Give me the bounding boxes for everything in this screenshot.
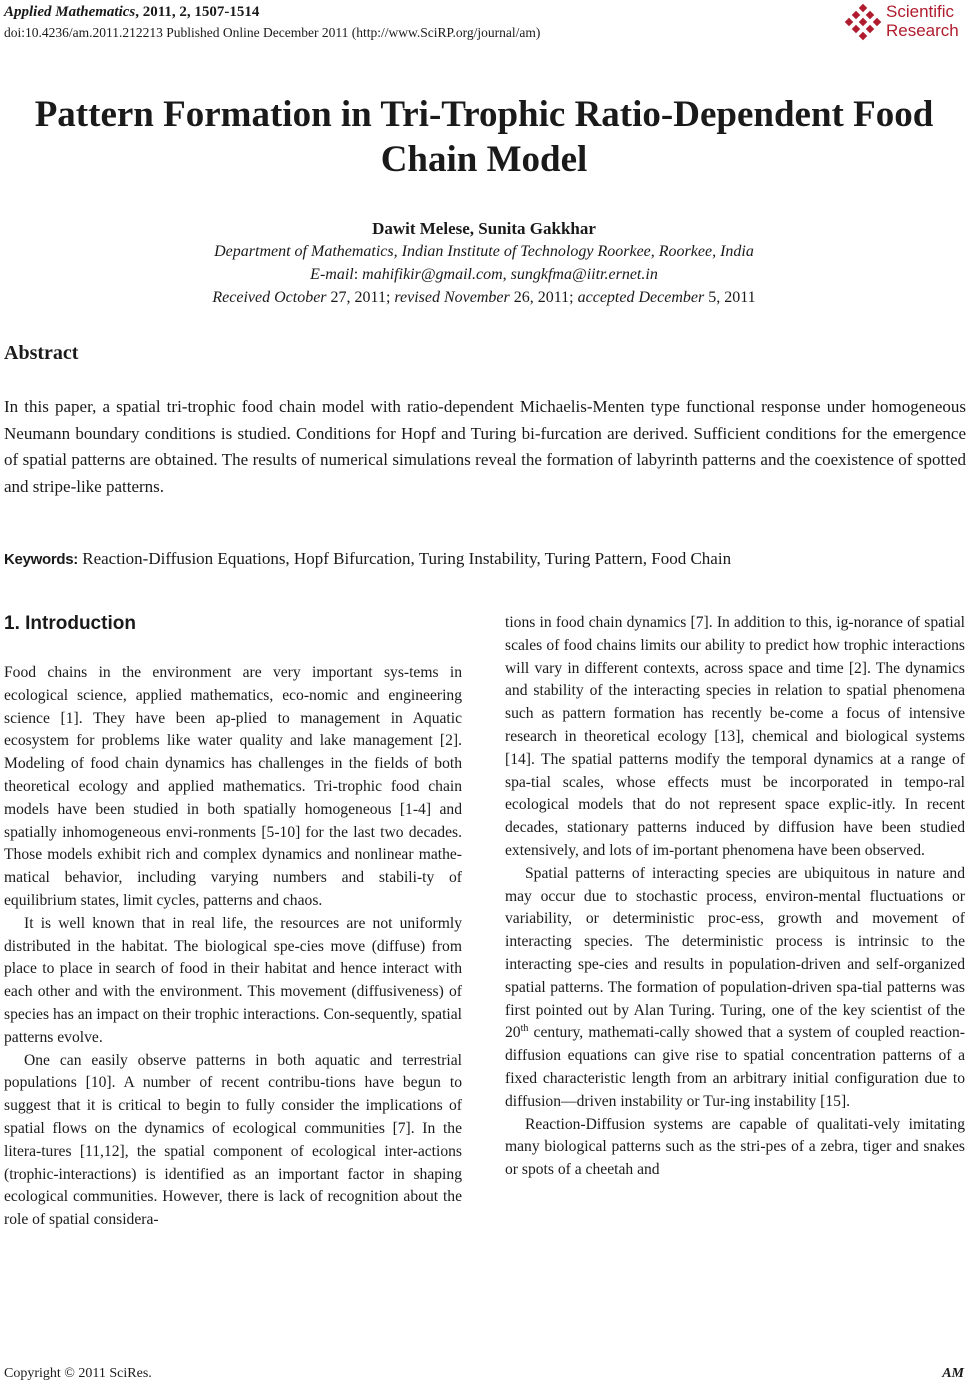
doi-line[interactable]: doi:10.4236/am.2011.212213 Published Online December 2011 (http://www.SciRP.org/journal/am) [4, 25, 541, 40]
email-address-2[interactable]: sungkfma@iitr.ernet.in [510, 266, 658, 283]
email-sep: , [502, 266, 511, 283]
email-address-1[interactable]: mahifikir@gmail.com [362, 266, 503, 283]
email-sep: : [353, 266, 363, 283]
journal-abbreviation: AM [942, 1366, 964, 1381]
affiliation-department: Department of Mathematics [214, 243, 394, 260]
logo-line-1: Scientific [886, 2, 955, 21]
abstract-heading: Abstract [4, 342, 79, 364]
accepted-date: 5, 2011 [704, 289, 756, 306]
journal-citation [4, 2, 259, 22]
keywords-label: Keywords: [4, 551, 78, 568]
intro-paragraph: One can easily observe patterns in both aquatic and terrestrial populations [10]. A number of recent contribu-tions have begun to suggest that it is critical to begin to fully consider the implications of spatial flows on the dynamics of ecological communities [7]. In the litera-tures [11,12], the spatial component of ecological inter-actions (trophic-interactions) is identified as an important factor in shaping ecological communities. However, there is lack of recognition about the role of spatial considera- [4, 1051, 462, 1229]
publisher-logo-text [886, 2, 959, 40]
intro-paragraph: tions in food chain dynamics [7]. In addition to this, ig-norance of spatial scales of food chains limits our ability to predict how trophic interactions will vary in different contexts, across space and time [2]. The dynamics and stability of the interacting species in relation to spatial phenomena such as pattern formation has recently be-come a focus of intensive research in theoretical ecology [13], chemical and biological systems [14]. The spatial patterns modify the temporal dynamics at a range of spa-tial scales, whose effects must be incorporated in tempo-ral ecological models that do not represent space explic-itly. In recent decades, stationary patterns induced by diffusion have been studied extensively, and lots of im-portant phenomena have been observed. [505, 614, 965, 859]
affiliation [0, 241, 968, 263]
email-line [0, 264, 968, 286]
logo-line-2: Research [886, 21, 959, 40]
journal-name: Applied Mathematics [4, 4, 136, 20]
received-dates [0, 287, 968, 309]
email-label: E-mail [310, 266, 354, 283]
affiliation-city: Roorkee [658, 243, 713, 260]
intro-paragraph: It is well known that in real life, the resources are not uniformly distributed in the habitat. The biological spe-cies move (diffuse) from place to place in search of food in their habitat and hence interact with each other and with the environment. This movement (diffusiveness) of species has an impact on their trophic interactions. Con-sequently, spatial patterns evolve. [4, 914, 462, 1046]
abstract-body: In this paper, a spatial tri-trophic food chain model with ratio-dependent Michaelis-Menten type functional response under homogeneous Neumann boundary conditions is studied. Conditions for Hopf and Turing bi-furcation are derived. Sufficient conditions for the emergence of spatial patterns are obtained. The results of numerical simulations reveal the formation of labyrinth patterns and the coexistence of spotted and stripe-like patterns. [4, 397, 966, 496]
scientific-research-logo-icon [844, 4, 882, 42]
turing-text-before: Spatial patterns of interacting species are ubiquitous in nature and may occur due to stochastic process, environ-mental fluctuations or variability, or deterministic proc-ess, growth and movement of interacting species. The deterministic process is intrinsic to the interacting spe-cies and results in population-driven and self-organized spatial patterns. The formation of population-driven spa-tial patterns was first pointed out by Alan Turing. Turing, one of the key scientist of the 20 [505, 864, 965, 1042]
accepted-label: accepted December [577, 289, 705, 306]
page-header [4, 2, 964, 46]
keywords-text: Reaction-Diffusion Equations, Hopf Bifurcation, Turing Instability, Turing Pattern, Food Chain [78, 549, 732, 568]
intro-paragraph: Food chains in the environment are very important sys-tems in ecological science, applied mathematics, eco-nomic and engineering science [1]. They have been ap-plied to management in Aquatic ecosystem for problems like water quality and lake management [2]. Modeling of food chain dynamics has challenges in the fields of both theoretical ecology and applied mathematics. Tri-trophic food chain models have been studied in both spatially homogeneous [1-4] and spatially inhomogeneous envi-ronments [5-10] for the last two decades. Those models exhibit rich and complex dynamics and nonlinear mathe-matical behavior, including varying numbers and stabili-ty of equilibrium states, limit cycles, patterns and chaos. [4, 664, 462, 909]
publisher-logo [844, 2, 962, 44]
revised-label: revised November [394, 289, 510, 306]
keywords [4, 547, 966, 572]
received-date: 27, 2011; [326, 289, 395, 306]
affiliation-country: India [720, 243, 754, 260]
page-footer [4, 1364, 964, 1386]
intro-paragraph [505, 863, 965, 1114]
superscript-th: th [520, 1023, 529, 1035]
journal-volume: , 2011, 2, 1507-1514 [135, 4, 260, 20]
left-column [4, 612, 462, 1232]
affiliation-institute: Indian Institute of Technology Roorkee [401, 243, 651, 260]
intro-paragraph: Reaction-Diffusion systems are capable of qualitati-vely imitating many biological patterns such as the stri-pes of a zebra, tiger and snakes or spots of a cheetah and [505, 1115, 965, 1179]
received-label: Received October [212, 289, 327, 306]
revised-date: 26, 2011; [509, 289, 578, 306]
section-heading-introduction: 1. Introduction [4, 613, 136, 634]
paper-title: Pattern Formation in Tri-Trophic Ratio-Dependent Food Chain Model [34, 94, 934, 180]
affiliation-sep: , [393, 243, 402, 260]
copyright-notice: Copyright © 2011 SciRes. [4, 1366, 152, 1381]
affiliation-sep: , [650, 243, 659, 260]
right-column [505, 612, 965, 1182]
turing-text-after: century, mathemati-cally showed that a system of coupled reaction-diffusion equations can give rise to spatial concentration patterns of a fixed characteristic length from an arbitrary initial configuration due to diffusion—driven instability or Tur-ing instability [15]. [505, 1024, 965, 1110]
authors: Dawit Melese, Sunita Gakkhar [372, 219, 596, 238]
affiliation-sep: , [712, 243, 721, 260]
